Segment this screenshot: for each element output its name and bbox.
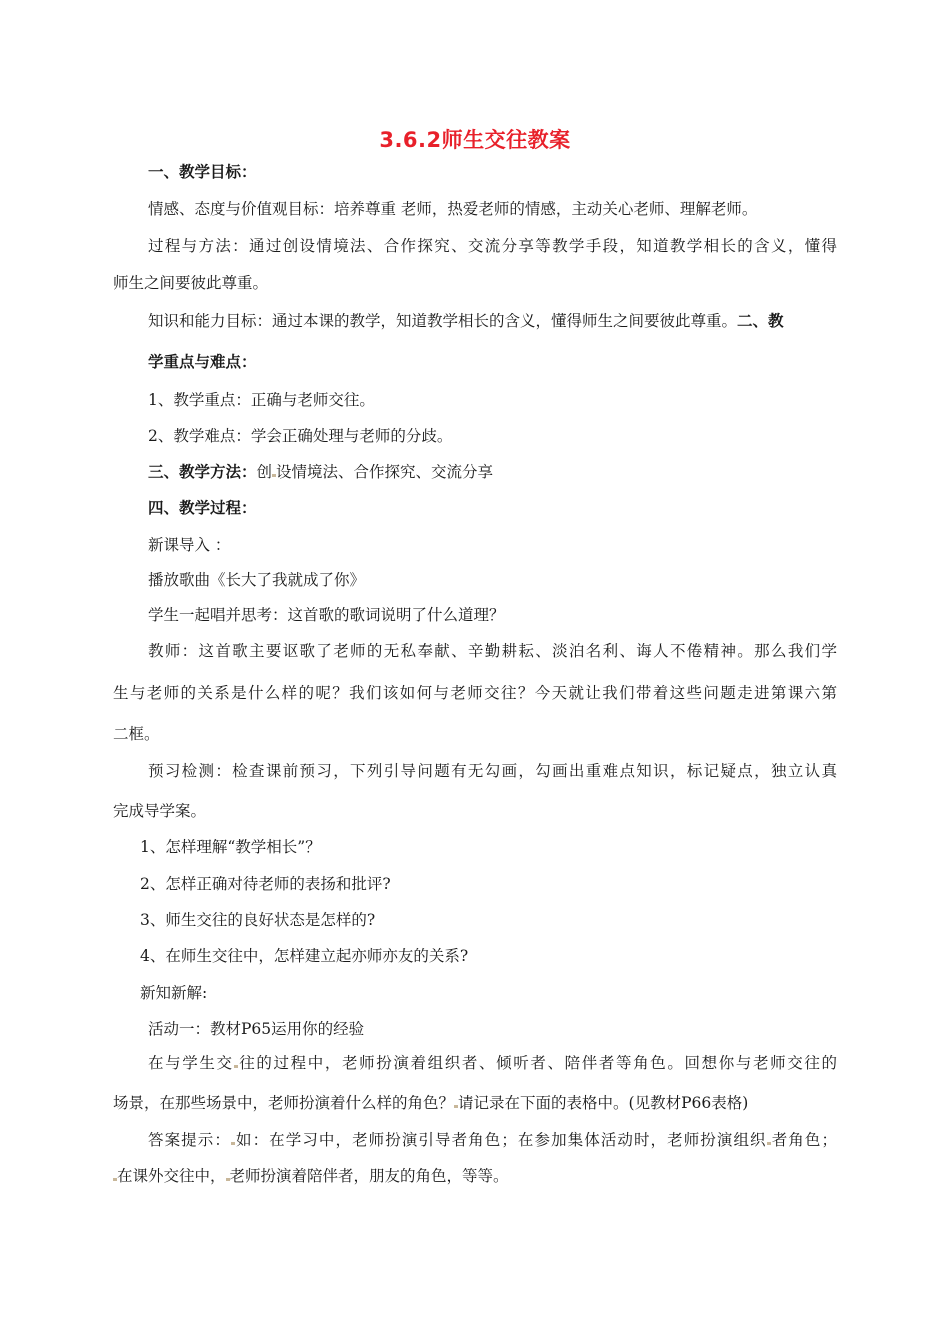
answer-text-c: 者角色；: [770, 1131, 837, 1149]
answer-text-line1: [148, 1130, 837, 1150]
question-4: 4、在师生交往中，怎样建立起亦师亦友的关系?: [140, 947, 469, 965]
difficult-point-text: 2、教学难点：学会正确处理与老师的分歧。: [148, 427, 453, 445]
section-heading-keypoints-part2: 学重点与难点：: [148, 353, 257, 371]
answer2-text-a: 在课外交往中，: [117, 1167, 226, 1185]
activity-text-2a: 场景，在那些场景中，老师扮演着什么样的角色？: [113, 1094, 455, 1112]
answer-text-b: 如：在学习中，老师扮演引导者角色；在参加集体活动时，老师扮演组织: [234, 1131, 767, 1149]
new-knowledge-label: 新知新解:: [140, 984, 208, 1002]
intro-label: 新课导入 ：: [148, 536, 231, 554]
section-heading-process: 四、教学过程：: [148, 499, 257, 517]
key-point-text: 1、教学重点：正确与老师交往。: [148, 391, 375, 409]
page-title: 3.6.2师生交往教案: [379, 128, 571, 152]
goal-knowledge-text: [148, 311, 784, 331]
teacher-text-line3: 二框。: [113, 725, 160, 743]
question-1: 1、怎样理解“教学相长”？: [140, 838, 321, 856]
intro-song: 播放歌曲《长大了我就成了你》: [148, 571, 366, 589]
question-2: 2、怎样正确对待老师的表扬和批评?: [140, 875, 391, 893]
question-3: 3、师生交往的良好状态是怎样的?: [140, 911, 376, 929]
answer-text-line2: [113, 1166, 509, 1186]
section-heading-keypoints-part1: 二、教: [737, 312, 784, 330]
teacher-text-line1: 教师：这首歌主要讴歌了老师的无私奉献、辛勤耕耘、淡泊名利、诲人不倦精神。那么我们学: [148, 642, 837, 660]
activity-text-2b: 请记录在下面的表格中。(见教材P66表格): [458, 1094, 749, 1112]
goal-emotion-text: 情感、态度与价值观目标：培养尊重 老师，热爱老师的情感，主动关心老师、理解老师。: [148, 200, 758, 218]
goal-knowledge-sentence: 知识和能力目标：通过本课的教学，知道教学相长的含义，懂得师生之间要彼此尊重。: [148, 312, 738, 330]
activity-text-1a: 在与学生交: [148, 1054, 234, 1072]
section-heading-objectives: 一、教学目标：: [148, 163, 257, 181]
preview-text-line1: 预习检测：检查课前预习，下列引导问题有无勾画，勾画出重难点知识，标记疑点，独立认真: [148, 762, 837, 780]
activity-text-line2: [113, 1093, 748, 1113]
teacher-text-line2: 生与老师的关系是什么样的呢？我们该如何与老师交往？今天就让我们带着这些问题走进第课六第: [113, 684, 837, 702]
intro-question: 学生一起唱并思考：这首歌的歌词说明了什么道理？: [148, 606, 505, 624]
preview-text-line2: 完成导学案。: [113, 802, 207, 820]
goal-process-text-line1: 过程与方法：通过创设情境法、合作探究、交流分享等教学手段，知道教学相长的含义，懂得: [148, 237, 837, 255]
methods-text-a: 创: [256, 463, 273, 481]
activity-1-heading: 活动一：教材P65运用你的经验: [148, 1020, 365, 1038]
goal-process-text-line2: 师生之间要彼此尊重。: [113, 274, 269, 292]
answer-text-a: 答案提示：: [148, 1131, 231, 1149]
methods-text-b: 设情境法、合作探究、交流分享: [276, 463, 494, 481]
activity-text-line1: [148, 1053, 837, 1073]
methods-line: [148, 462, 493, 482]
answer2-text-b: 老师扮演着陪伴者，朋友的角色，等等。: [229, 1167, 509, 1185]
section-heading-methods: 三、教学方法：: [148, 463, 257, 481]
activity-text-1b: 往的过程中，老师扮演着组织者、倾听者、陪伴者等角色。回想你与老师交往的: [237, 1054, 837, 1072]
